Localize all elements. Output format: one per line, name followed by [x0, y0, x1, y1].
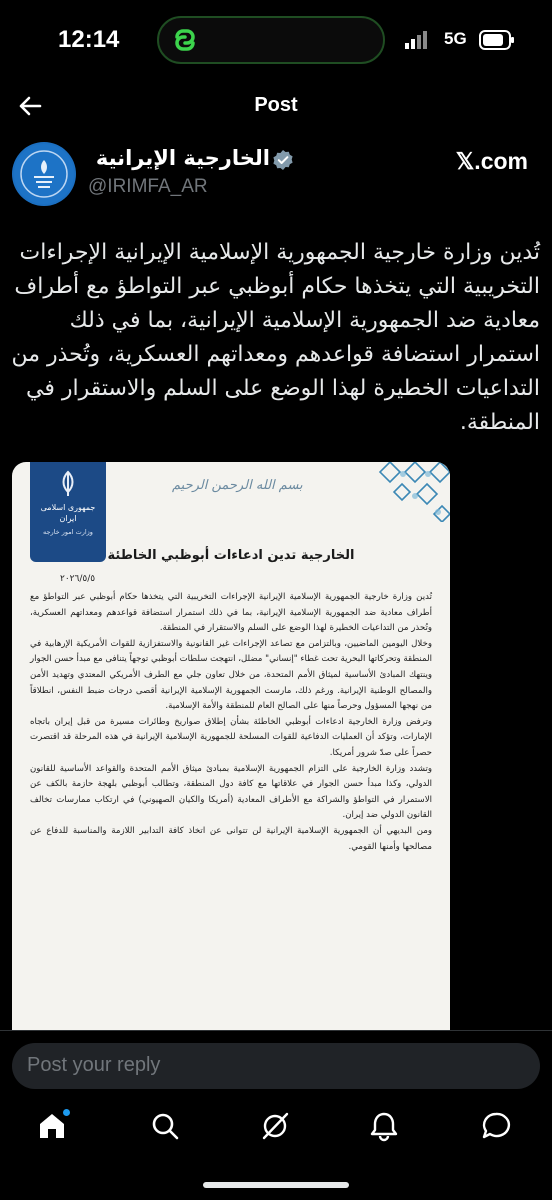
document-date: ٢٠٢٦/٥/٥	[60, 574, 96, 584]
search-icon[interactable]	[149, 1110, 181, 1142]
verified-badge-icon	[272, 149, 294, 171]
source-label: 𝕏.com	[455, 148, 528, 174]
document-paragraph: وترفض وزارة الخارجية ادعاءات أبوظبي الخاطئة بشأن إطلاق صواريخ وطائرات مسيرة من قبل إيران باتجاه الإمارات، وتؤكد أن العمليات الدفاعية للقوات المسلحة للجمهورية الإسلامية الإيرانية في هذه المرحلة قد اقتصرت حصراً على صدّ شرور أمريكا.	[30, 716, 432, 758]
post-header	[0, 80, 552, 132]
reply-input[interactable]	[12, 1043, 540, 1089]
messages-icon[interactable]	[480, 1110, 512, 1142]
bottom-nav	[0, 1100, 552, 1160]
ministry-emblem	[30, 462, 106, 562]
post-text: تُدين وزارة خارجية الجمهورية الإسلامية الإيرانية الإجراءات التخريبية التي يتخذها حكام أبوظبي عبر التواطؤ مع أطراف معادية ضد الجمهورية الإسلامية الإيرانية، بما في ذلك استمرار استضافة قواعدهم ومعداتهم العسكرية، وتُحذر من التداعيات الخطيرة لهذا الوضع على السلم والاستقرار في المنطقة.	[11, 240, 540, 435]
dynamic-island	[157, 16, 385, 64]
status-time: 12:14	[58, 26, 120, 53]
reply-bar	[0, 1030, 552, 1100]
emblem-text: جمهوری اسلامی ایران	[40, 503, 96, 523]
page-title: Post	[254, 94, 298, 116]
signal-icon	[405, 31, 435, 49]
document-body	[30, 590, 432, 855]
status-bar	[0, 0, 552, 80]
document-title: الخارجية تدين ادعاءات أبوظبي الخاطئة	[107, 548, 355, 563]
author-name[interactable]: الخارجية الإيرانية	[95, 146, 270, 170]
notifications-icon[interactable]	[368, 1110, 400, 1142]
document-paragraph: وخلال اليومين الماضيين، وبالتزامن مع تصاعد الإجراءات غير القانونية والاستفزازية للقوات الأمريكية الإرهابية في المنطقة وتحركاتها البحرية تحت غطاء "إنساني" مضلل، انتهجت سلطات أبوظبي توجهاً يتنافى مع مبدأ حسن الجوار وينتهك المبادئ الأساسية لميثاق الأمم المتحدة، من خلال تعاون جلي مع الطرف الأمريكي المعتدي وتهديد الأمن والمصالح الوطنية الإيرانية. ورغم ذلك، مارست الجمهورية الإسلامية الإيرانية أقصى درجات ضبط النفس، انطلاقاً من نهجها المسؤول وحرصاً منها على الصالح العام للمنطقة والأمة الإسلامية.	[30, 638, 432, 712]
iran-emblem-icon	[55, 470, 81, 498]
document-paragraph: تُدين وزارة خارجية الجمهورية الإسلامية الإيرانية الإجراءات التخريبية التي يتخذها حكام أبوظبي عبر التواطؤ مع أطراف معادية ضد الجمهورية الإسلامية الإيرانية، بما في ذلك استمرار استضافة قواعدهم ومعداتهم العسكرية، وتُحذر من التداعيات الخطيرة لهذا الوضع على السلم والاستقرار في المنطقة.	[30, 592, 432, 634]
emblem-subtext: وزارت امور خارجه	[43, 528, 93, 536]
ministry-seal-icon	[12, 142, 76, 206]
decorative-pattern	[370, 462, 450, 522]
unread-indicator	[63, 1109, 70, 1116]
network-type: 5G	[444, 29, 467, 48]
document-paragraph: وتشدد وزارة الخارجية على التزام الجمهورية الإسلامية بمبادئ ميثاق الأمم المتحدة والقواعد الأساسية للقانون الدولي، وكذا مبدأ حسن الجوار في علاقاتها مع كافة دول المنطقة، وتطالب أبوظبي بلهجة حازمة بالكف عن الاستمرار في التواطؤ والشراكة مع الأطراف المعادية (أمريكا والكيان الصهيوني) في ارتكاب ممارسات تخالف القانون الدولي ضد إيران.	[30, 763, 432, 821]
battery-icon	[479, 30, 515, 50]
attached-document-image[interactable]	[12, 462, 450, 1034]
link-icon	[169, 25, 201, 55]
document-paragraph: ومن البديهي أن الجمهورية الإسلامية الإيرانية لن تتوانى عن اتخاذ كافة التدابير اللازمة والمناسبة للدفاع عن مصالحها وأمنها القومي.	[30, 825, 432, 852]
reply-placeholder: Post your reply	[27, 1054, 161, 1076]
avatar[interactable]	[12, 142, 76, 206]
basmala: بسم الله الرحمن الرحيم	[172, 478, 303, 493]
author-handle[interactable]: @IRIMFA_AR	[88, 176, 208, 197]
grok-icon[interactable]	[259, 1110, 291, 1142]
home-indicator	[203, 1182, 349, 1188]
